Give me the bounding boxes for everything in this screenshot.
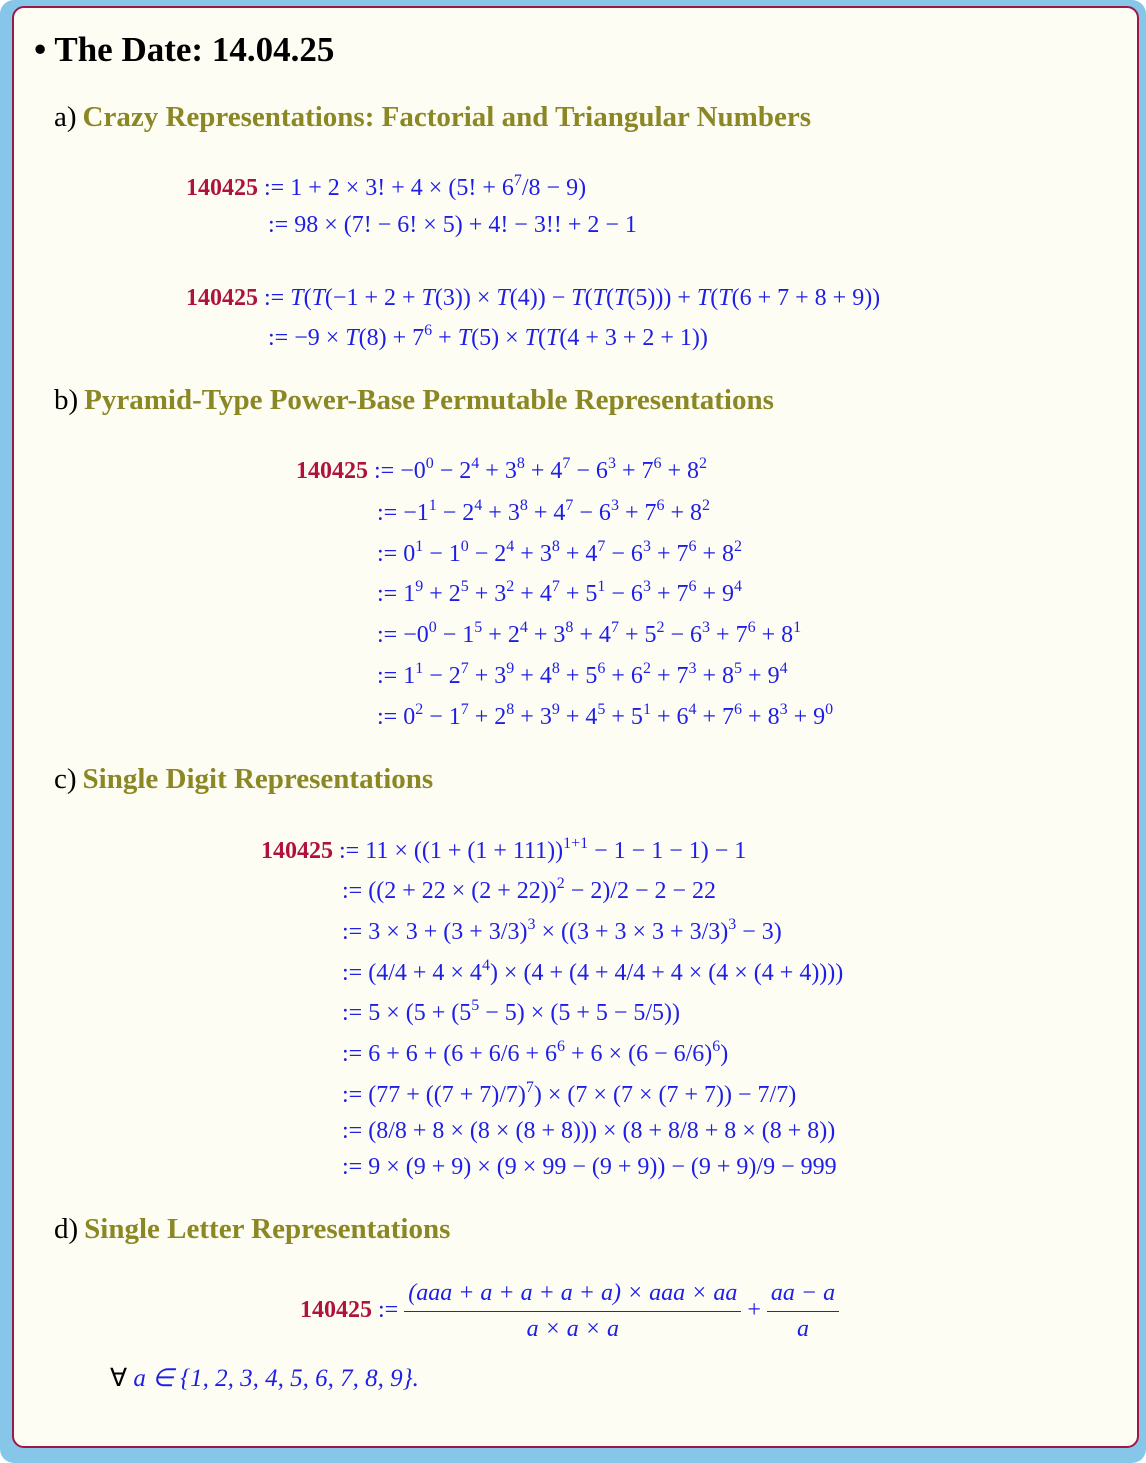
fraction-1 bbox=[404, 1280, 741, 1343]
eq-a1: 140425 := 1 + 2 × 3! + 4 × (5! + $6^7/8 - 9$) bbox=[186, 172, 587, 201]
define-operator: := bbox=[378, 1297, 399, 1324]
eq-a4: := $-9 \times T(8) + 7^6 + T(5) \times T(T(4 + 3 + 2 + 1))$ bbox=[268, 322, 708, 351]
forall-text: a ∈ {1, 2, 3, 4, 5, 6, 7, 8, 9}. bbox=[133, 1365, 419, 1392]
eq-b6: := $1^1 - 2^7 + 3^9 + 4^8 + 5^6 + 6^2 + 7^3 + 8^5 + 9^4$ bbox=[377, 660, 788, 689]
eq-c1: 140425 := $11 \times ((1 + (1 + 111))^{1+1} - 1 - 1 - 1) - 1$ bbox=[261, 835, 747, 864]
section-heading: Single Digit Representations bbox=[82, 763, 434, 795]
forall-symbol: ∀ bbox=[110, 1365, 128, 1392]
fraction-1-denominator: a × a × a bbox=[526, 1316, 619, 1342]
section-b-header bbox=[54, 384, 774, 417]
forall-statement bbox=[110, 1363, 419, 1393]
eq-c2: := $((2 + 22 \times (2 + 22))^2 - 2)/2 - 2 - 22$ bbox=[342, 875, 717, 904]
plus-sign: + bbox=[747, 1297, 761, 1324]
section-letter: b) bbox=[54, 384, 79, 416]
eq-c6: := $6 + 6 + (6 + 6/6 + 6^6 + 6 \times (6 - 6/6)^6)$ bbox=[342, 1038, 729, 1067]
eq-c9: := 9 × (9 + 9) × (9 × 99 − (9 + 9)) − (9 + 9)/9 − 999 bbox=[342, 1154, 837, 1180]
page-title: • The Date: 14.04.25 bbox=[34, 30, 335, 69]
fraction-2-numerator: aa − a bbox=[767, 1280, 839, 1312]
eq-b4: := $1^9 + 2^5 + 3^2 + 4^7 + 5^1 - 6^3 + 7^6 + 9^4$ bbox=[377, 578, 743, 607]
section-heading: Crazy Representations: Factorial and Triangular Numbers bbox=[82, 101, 811, 133]
eq-b5: := $-0^0 - 1^5 + 2^4 + 3^8 + 4^7 + 5^2 - 6^3 + 7^6 + 8^1$ bbox=[377, 619, 802, 648]
section-d-header bbox=[54, 1213, 450, 1246]
fraction-2-denominator: a bbox=[797, 1316, 809, 1342]
section-letter: d) bbox=[54, 1213, 79, 1245]
number-label: 140425 bbox=[296, 458, 368, 484]
fraction-2 bbox=[767, 1280, 839, 1343]
eq-d1 bbox=[300, 1280, 839, 1343]
eq-a3: 140425 := T(T(−1 + 2 + T(3)) × T(4)) − T(T(T(5))) + T(T(6 + 7 + 8 + 9)) bbox=[186, 285, 881, 311]
eq-b1: 140425 := $-0^0 - 2^4 + 3^8 + 4^7 - 6^3 + 7^6 + 8^2$ bbox=[296, 455, 708, 484]
fraction-1-numerator: (aaa + a + a + a + a) × aaa × aa bbox=[404, 1280, 741, 1312]
eq-b3: := $0^1 - 1^0 - 2^4 + 3^8 + 4^7 - 6^3 + 7^6 + 8^2$ bbox=[377, 538, 743, 567]
section-c-header bbox=[54, 763, 433, 796]
section-heading: Single Letter Representations bbox=[84, 1213, 451, 1245]
number-label: 140425 bbox=[186, 175, 258, 201]
eq-b2: := $-1^1 - 2^4 + 3^8 + 4^7 - 6^3 + 7^6 + 8^2$ bbox=[377, 497, 711, 526]
eq-b7: := $0^2 - 1^7 + 2^8 + 3^9 + 4^5 + 5^1 + 6^4 + 7^6 + 8^3 + 9^0$ bbox=[377, 701, 834, 730]
eq-c8: := (8/8 + 8 × (8 × (8 + 8))) × (8 + 8/8 + 8 × (8 + 8)) bbox=[342, 1118, 836, 1144]
number-label: 140425 bbox=[300, 1297, 372, 1324]
eq-c3: := $3 \times 3 + (3 + 3/3)^3 \times ((3 + 3 \times 3 + 3/3)^3 - 3)$ bbox=[342, 916, 782, 945]
section-letter: c) bbox=[54, 763, 77, 795]
eq-c7: := $(77 + ((7 + 7)/7)^7) \times (7 \times (7 \times (7 + 7)) - 7/7)$ bbox=[342, 1079, 797, 1108]
section-a-header bbox=[54, 101, 811, 134]
number-label: 140425 bbox=[261, 838, 333, 864]
eq-c5: := $5 \times (5 + (5^5 - 5) \times (5 + 5 - 5/5))$ bbox=[342, 997, 681, 1026]
number-label: 140425 bbox=[186, 285, 258, 311]
eq-a2: := 98 × (7! − 6! × 5) + 4! − 3!! + 2 − 1 bbox=[268, 212, 637, 238]
eq-c4: := $(4/4 + 4 \times 4^4) \times (4 + (4 + 4/4 + 4 \times (4 \times (4 + 4))))$ bbox=[342, 957, 844, 986]
section-heading: Pyramid-Type Power-Base Permutable Representations bbox=[84, 384, 774, 416]
section-letter: a) bbox=[54, 101, 77, 133]
